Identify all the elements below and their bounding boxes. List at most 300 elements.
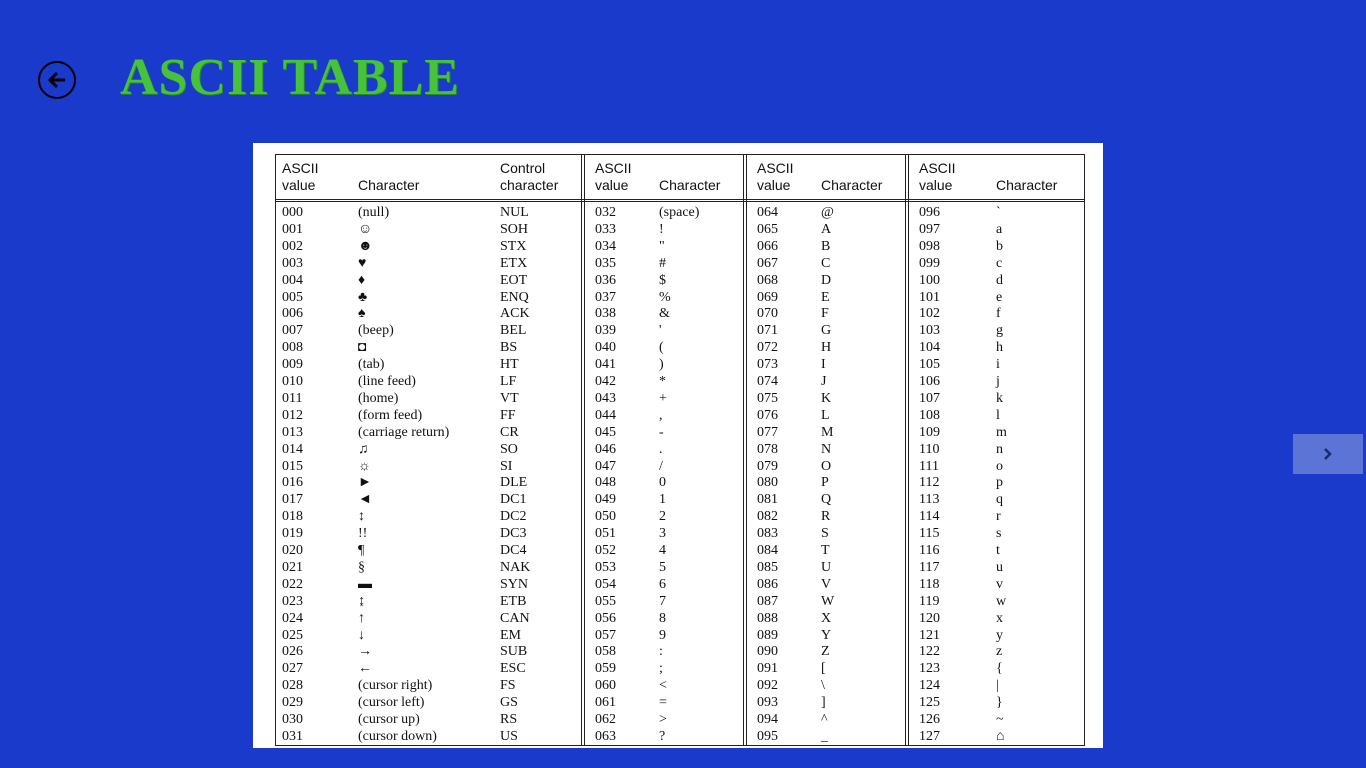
ascii-character: a <box>996 221 1003 237</box>
ascii-character: | <box>996 678 999 694</box>
column-divider <box>743 155 747 745</box>
header-value: value <box>757 177 791 193</box>
ascii-value: 049 <box>595 492 616 508</box>
control-character: RS <box>500 712 518 727</box>
ascii-value: 029 <box>282 695 303 711</box>
ascii-value: 044 <box>595 407 616 423</box>
ascii-value: 001 <box>282 221 303 237</box>
ascii-value: 048 <box>595 475 616 491</box>
ascii-value: 112 <box>919 475 940 491</box>
ascii-table <box>275 154 1085 746</box>
column-divider <box>905 155 909 745</box>
ascii-character: % <box>659 289 671 305</box>
ascii-character: ; <box>659 661 663 677</box>
ascii-value: 064 <box>757 205 778 220</box>
control-character: ESC <box>500 661 526 677</box>
header-character: Character <box>821 177 883 193</box>
control-character: ENQ <box>500 289 529 305</box>
back-arrow-icon <box>44 67 70 93</box>
header-divider <box>276 201 1084 202</box>
ascii-character: ◄ <box>358 492 372 508</box>
ascii-character: (cursor left) <box>358 695 425 711</box>
ascii-character: 4 <box>659 543 666 558</box>
ascii-character: (line feed) <box>358 374 416 389</box>
ascii-character: ↕ <box>358 509 365 525</box>
ascii-character: x <box>996 610 1003 626</box>
ascii-value: 040 <box>595 340 616 356</box>
ascii-character: F <box>821 306 829 322</box>
ascii-character: t <box>996 543 1000 558</box>
ascii-character: i <box>996 357 1000 373</box>
ascii-character: (null) <box>358 205 390 220</box>
ascii-character: 3 <box>659 526 666 542</box>
header-character-2: character <box>500 177 559 193</box>
ascii-value: 003 <box>282 255 303 271</box>
ascii-character: 1 <box>659 492 666 508</box>
ascii-character: M <box>821 424 834 440</box>
control-character: ACK <box>500 306 530 322</box>
ascii-character: 0 <box>659 475 666 491</box>
ascii-value: 039 <box>595 323 616 339</box>
ascii-value: 058 <box>595 644 616 660</box>
ascii-character: : <box>659 644 663 660</box>
next-slide-button[interactable] <box>1293 434 1363 474</box>
ascii-value: 030 <box>282 712 303 727</box>
control-character: ETB <box>500 593 527 609</box>
ascii-value: 043 <box>595 390 616 406</box>
ascii-value: 114 <box>919 509 940 525</box>
ascii-character: ↨ <box>358 593 365 609</box>
ascii-character: V <box>821 576 832 592</box>
ascii-value: 066 <box>757 238 778 254</box>
ascii-value: 118 <box>919 576 940 592</box>
header-value: value <box>595 177 629 193</box>
ascii-value: 013 <box>282 424 303 440</box>
ascii-value: 095 <box>757 728 778 744</box>
ascii-character: ♫ <box>358 441 369 457</box>
header-character: Character <box>659 177 721 193</box>
ascii-character: z <box>996 644 1003 660</box>
ascii-character: ◘ <box>358 340 367 356</box>
ascii-character: ⌂ <box>996 728 1005 744</box>
ascii-value: 061 <box>595 695 616 711</box>
ascii-value: 115 <box>919 526 940 542</box>
ascii-character: ' <box>659 323 662 339</box>
ascii-value: 056 <box>595 610 616 626</box>
ascii-value: 103 <box>919 323 940 339</box>
ascii-value: 022 <box>282 576 303 592</box>
ascii-value: 042 <box>595 374 616 389</box>
ascii-character: G <box>821 323 832 339</box>
header-ascii: ASCII <box>757 160 794 176</box>
ascii-character: y <box>996 627 1003 643</box>
ascii-value: 055 <box>595 593 616 609</box>
control-character: DC3 <box>500 526 527 542</box>
ascii-character: ¶ <box>358 543 365 558</box>
ascii-character: \ <box>821 678 825 694</box>
ascii-value: 033 <box>595 221 616 237</box>
ascii-value: 127 <box>919 728 940 744</box>
ascii-character: B <box>821 238 831 254</box>
ascii-character: N <box>821 441 832 457</box>
ascii-character: ☼ <box>358 458 371 474</box>
ascii-character: ^ <box>821 712 828 727</box>
control-character: US <box>500 728 518 744</box>
ascii-value: 075 <box>757 390 778 406</box>
ascii-character: _ <box>821 728 828 744</box>
ascii-value: 063 <box>595 728 616 744</box>
ascii-character: (cursor up) <box>358 712 420 727</box>
ascii-character: / <box>659 458 663 474</box>
control-character: STX <box>500 238 527 254</box>
ascii-value: 045 <box>595 424 616 440</box>
ascii-value: 105 <box>919 357 940 373</box>
chevron-right-icon <box>1321 447 1335 461</box>
ascii-character: E <box>821 289 830 305</box>
control-character: NAK <box>500 559 531 575</box>
ascii-character: 8 <box>659 610 666 626</box>
ascii-value: 126 <box>919 712 940 727</box>
ascii-character: T <box>821 543 830 558</box>
ascii-value: 060 <box>595 678 616 694</box>
ascii-character: → <box>358 644 372 660</box>
ascii-character: Z <box>821 644 830 660</box>
ascii-value: 120 <box>919 610 940 626</box>
ascii-character: ♠ <box>358 306 366 322</box>
ascii-character: ♦ <box>358 272 366 288</box>
ascii-character: g <box>996 323 1003 339</box>
ascii-character: X <box>821 610 832 626</box>
control-character: LF <box>500 374 517 389</box>
ascii-character: h <box>996 340 1003 356</box>
ascii-value: 052 <box>595 543 616 558</box>
header-ascii: ASCII <box>282 160 319 176</box>
ascii-value: 099 <box>919 255 940 271</box>
ascii-character: U <box>821 559 832 575</box>
ascii-character: R <box>821 509 831 525</box>
ascii-character: L <box>821 407 830 423</box>
ascii-character: ♥ <box>358 255 367 271</box>
ascii-character: Q <box>821 492 832 508</box>
ascii-character: { <box>996 661 1003 677</box>
ascii-character: O <box>821 458 832 474</box>
ascii-character: ) <box>659 357 664 373</box>
header-character: Character <box>358 177 420 193</box>
ascii-character: D <box>821 272 832 288</box>
control-character: DC4 <box>500 543 527 558</box>
header-ascii: ASCII <box>919 160 956 176</box>
ascii-character: (carriage return) <box>358 424 450 440</box>
header-value: value <box>919 177 953 193</box>
ascii-value: 020 <box>282 543 303 558</box>
ascii-character: @ <box>821 205 834 220</box>
ascii-character: 5 <box>659 559 666 575</box>
ascii-value: 086 <box>757 576 778 592</box>
ascii-value: 000 <box>282 205 303 220</box>
control-character: SO <box>500 441 518 457</box>
header-ascii: ASCII <box>595 160 632 176</box>
ascii-value: 100 <box>919 272 940 288</box>
ascii-character: P <box>821 475 829 491</box>
ascii-value: 098 <box>919 238 940 254</box>
ascii-value: 117 <box>919 559 940 575</box>
header-control: Control <box>500 160 546 176</box>
ascii-value: 085 <box>757 559 778 575</box>
ascii-value: 082 <box>757 509 778 525</box>
ascii-value: 076 <box>757 407 778 423</box>
ascii-value: 053 <box>595 559 616 575</box>
ascii-character: ! <box>659 221 664 237</box>
control-character: SOH <box>500 221 529 237</box>
ascii-value: 107 <box>919 390 940 406</box>
ascii-character: [ <box>821 661 826 677</box>
control-character: BEL <box>500 323 527 339</box>
ascii-value: 073 <box>757 357 778 373</box>
ascii-character: W <box>821 593 835 609</box>
ascii-character: k <box>996 390 1003 406</box>
ascii-value: 009 <box>282 357 303 373</box>
ascii-character: 2 <box>659 509 666 525</box>
ascii-character: ( <box>659 340 664 356</box>
ascii-value: 036 <box>595 272 616 288</box>
control-character: HT <box>500 357 519 373</box>
ascii-character: 6 <box>659 576 666 592</box>
ascii-character: v <box>996 576 1003 592</box>
control-character: NUL <box>500 205 529 220</box>
ascii-value: 021 <box>282 559 303 575</box>
ascii-character: ~ <box>996 712 1004 727</box>
ascii-value: 111 <box>919 458 939 474</box>
ascii-character: ♣ <box>358 289 368 305</box>
control-character: FS <box>500 678 516 694</box>
ascii-value: 010 <box>282 374 303 389</box>
ascii-value: 037 <box>595 289 616 305</box>
ascii-character: A <box>821 221 832 237</box>
ascii-character: e <box>996 289 1003 305</box>
ascii-value: 094 <box>757 712 778 727</box>
ascii-value: 080 <box>757 475 778 491</box>
ascii-character: Y <box>821 627 832 643</box>
ascii-character: 9 <box>659 627 666 643</box>
ascii-character: $ <box>659 272 666 288</box>
ascii-value: 123 <box>919 661 940 677</box>
header-divider <box>276 199 1084 200</box>
ascii-character: ► <box>358 475 372 491</box>
ascii-value: 018 <box>282 509 303 525</box>
ascii-value: 093 <box>757 695 778 711</box>
ascii-value: 116 <box>919 543 940 558</box>
control-character: SUB <box>500 644 528 660</box>
ascii-value: 101 <box>919 289 940 305</box>
ascii-value: 011 <box>282 390 303 406</box>
ascii-value: 104 <box>919 340 940 356</box>
ascii-value: 072 <box>757 340 778 356</box>
ascii-character: (tab) <box>358 357 385 373</box>
control-character: SYN <box>500 576 529 592</box>
ascii-character: 7 <box>659 593 666 609</box>
ascii-value: 051 <box>595 526 616 542</box>
ascii-character: f <box>996 306 1001 322</box>
ascii-value: 070 <box>757 306 778 322</box>
header-value: value <box>282 177 316 193</box>
ascii-character: n <box>996 441 1003 457</box>
ascii-value: 071 <box>757 323 778 339</box>
ascii-value: 016 <box>282 475 303 491</box>
ascii-value: 002 <box>282 238 303 254</box>
ascii-value: 023 <box>282 593 303 609</box>
ascii-value: 109 <box>919 424 940 440</box>
ascii-character: ? <box>659 728 666 744</box>
ascii-value: 110 <box>919 441 940 457</box>
ascii-character: l <box>996 407 1000 423</box>
ascii-value: 008 <box>282 340 303 356</box>
page-title: ASCII TABLE <box>120 49 460 106</box>
ascii-value: 026 <box>282 644 303 660</box>
ascii-value: 077 <box>757 424 778 440</box>
ascii-character: I <box>821 357 826 373</box>
ascii-value: 006 <box>282 306 303 322</box>
column-divider <box>581 155 585 745</box>
ascii-character: & <box>659 306 670 322</box>
ascii-value: 050 <box>595 509 616 525</box>
ascii-character: < <box>659 678 667 694</box>
ascii-value: 054 <box>595 576 616 592</box>
ascii-value: 096 <box>919 205 940 220</box>
ascii-value: 067 <box>757 255 778 271</box>
ascii-value: 032 <box>595 205 616 220</box>
ascii-character: ] <box>821 695 826 711</box>
control-character: CR <box>500 424 519 440</box>
control-character: GS <box>500 695 518 711</box>
control-character: FF <box>500 407 516 423</box>
ascii-value: 102 <box>919 306 940 322</box>
ascii-value: 088 <box>757 610 778 626</box>
ascii-value: 092 <box>757 678 778 694</box>
ascii-character: # <box>659 255 666 271</box>
ascii-character: b <box>996 238 1003 254</box>
ascii-value: 125 <box>919 695 940 711</box>
ascii-value: 019 <box>282 526 303 542</box>
ascii-character: J <box>821 374 827 389</box>
control-character: EOT <box>500 272 528 288</box>
ascii-value: 081 <box>757 492 778 508</box>
ascii-character: § <box>358 559 365 575</box>
ascii-value: 087 <box>757 593 778 609</box>
ascii-value: 079 <box>757 458 778 474</box>
ascii-character: } <box>996 695 1003 711</box>
ascii-character: > <box>659 712 667 727</box>
ascii-character: o <box>996 458 1003 474</box>
ascii-value: 035 <box>595 255 616 271</box>
ascii-value: 089 <box>757 627 778 643</box>
ascii-value: 028 <box>282 678 303 694</box>
ascii-value: 069 <box>757 289 778 305</box>
ascii-character: !! <box>358 526 368 542</box>
back-button[interactable] <box>38 61 76 99</box>
ascii-character: . <box>659 441 663 457</box>
control-character: DLE <box>500 475 528 491</box>
ascii-value: 122 <box>919 644 940 660</box>
ascii-value: 015 <box>282 458 303 474</box>
ascii-value: 046 <box>595 441 616 457</box>
ascii-character: r <box>996 509 1001 525</box>
ascii-character: + <box>659 390 667 406</box>
ascii-value: 017 <box>282 492 303 508</box>
control-character: BS <box>500 340 518 356</box>
ascii-character: ▬ <box>358 576 372 592</box>
ascii-character: ☺ <box>358 221 373 237</box>
ascii-character: p <box>996 475 1003 491</box>
ascii-character: m <box>996 424 1007 440</box>
ascii-value: 012 <box>282 407 303 423</box>
ascii-value: 041 <box>595 357 616 373</box>
ascii-value: 121 <box>919 627 940 643</box>
ascii-character: , <box>659 407 663 423</box>
ascii-value: 014 <box>282 441 303 457</box>
ascii-character: ↓ <box>358 627 365 643</box>
ascii-character: q <box>996 492 1003 508</box>
ascii-character: c <box>996 255 1003 271</box>
ascii-value: 065 <box>757 221 778 237</box>
ascii-value: 113 <box>919 492 940 508</box>
ascii-character: (beep) <box>358 323 394 339</box>
ascii-value: 047 <box>595 458 616 474</box>
ascii-value: 027 <box>282 661 303 677</box>
ascii-value: 059 <box>595 661 616 677</box>
ascii-character: d <box>996 272 1003 288</box>
ascii-value: 119 <box>919 593 940 609</box>
ascii-character: C <box>821 255 831 271</box>
control-character: EM <box>500 627 521 643</box>
ascii-character: = <box>659 695 667 711</box>
header-character: Character <box>996 177 1058 193</box>
ascii-character: w <box>996 593 1007 609</box>
ascii-character: * <box>659 374 666 389</box>
ascii-character: u <box>996 559 1003 575</box>
ascii-character: (cursor down) <box>358 728 437 744</box>
ascii-value: 024 <box>282 610 303 626</box>
ascii-value: 097 <box>919 221 940 237</box>
ascii-character: s <box>996 526 1002 542</box>
ascii-character: S <box>821 526 829 542</box>
ascii-character: ☻ <box>358 238 373 254</box>
ascii-value: 106 <box>919 374 940 389</box>
ascii-character: (space) <box>659 205 700 220</box>
ascii-value: 004 <box>282 272 303 288</box>
ascii-value: 007 <box>282 323 303 339</box>
ascii-value: 031 <box>282 728 303 744</box>
ascii-table-image <box>253 143 1103 748</box>
ascii-character: - <box>659 424 664 440</box>
ascii-value: 108 <box>919 407 940 423</box>
ascii-value: 078 <box>757 441 778 457</box>
control-character: CAN <box>500 610 530 626</box>
ascii-value: 057 <box>595 627 616 643</box>
ascii-value: 091 <box>757 661 778 677</box>
ascii-value: 034 <box>595 238 616 254</box>
control-character: SI <box>500 458 513 474</box>
control-character: DC2 <box>500 509 527 525</box>
ascii-value: 083 <box>757 526 778 542</box>
ascii-character: H <box>821 340 832 356</box>
ascii-value: 074 <box>757 374 778 389</box>
ascii-value: 068 <box>757 272 778 288</box>
ascii-character: ← <box>358 661 372 677</box>
ascii-value: 090 <box>757 644 778 660</box>
ascii-character: (form feed) <box>358 407 423 423</box>
ascii-character: ↑ <box>358 610 365 626</box>
ascii-value: 038 <box>595 306 616 322</box>
